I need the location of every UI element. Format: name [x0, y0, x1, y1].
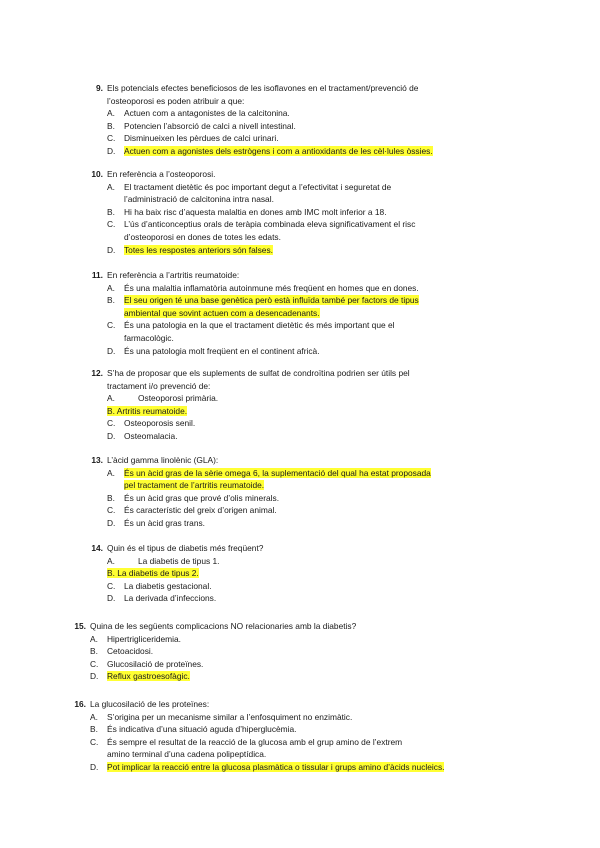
option-text: És sempre el resultat de la reacció de la glucosa amb el grup amino de l’extrem [107, 736, 403, 747]
answer-highlight [107, 568, 199, 578]
option-text: Hi ha baix risc d’aquesta malaltia en dones amb IMC molt inferior a 18. [124, 206, 387, 217]
option-letter: A. [107, 467, 115, 478]
answer-option-c [107, 658, 203, 671]
option-letter: C. [90, 736, 99, 747]
question-number: 10. [91, 169, 103, 179]
option-text: farmacològic. [124, 332, 174, 343]
option-text: Disminueixen les pèrdues de calci urinari. [124, 133, 279, 144]
question-stem-line: Els potencials efectes beneficiosos de les isoflavones en el tractament/prevenció de [107, 83, 419, 93]
answer-option-a [124, 467, 431, 492]
option-letter: D. [90, 762, 99, 772]
question-stem-line: L’àcid gamma linolènic (GLA): [107, 455, 219, 465]
answer-option-a [107, 633, 181, 646]
question-number: 12. [91, 368, 103, 378]
option-letter: B. [107, 120, 115, 131]
option-text: La diabetis de tipus 2. [117, 568, 199, 579]
question-stem-line: La glucosilació de les proteïnes: [90, 699, 210, 709]
option-letter: D. [107, 518, 116, 528]
option-letter: C. [107, 320, 116, 331]
question-stem [90, 620, 356, 633]
question-stem-line: Quin és el tipus de diabetis més freqüent? [107, 543, 264, 553]
answer-option-d [124, 145, 433, 158]
answer-option-a [138, 392, 218, 405]
question-stem [107, 168, 215, 181]
option-letter: B. [107, 492, 115, 503]
answer-option-d [124, 592, 216, 605]
answer-option-a [138, 555, 219, 568]
option-text: Actuen com a agonistes dels estrògens i com a antioxidants de les cèl·lules òssies. [124, 146, 433, 156]
answer-option-a [124, 181, 391, 206]
option-text: pel tractament de l’artritis reumatoide. [124, 480, 265, 491]
option-letter: A. [107, 282, 115, 293]
option-text: l’administració de calcitonina intra nasal. [124, 194, 274, 205]
option-text: És una malaltia inflamatòria autoinmune més freqüent en homes que en dones. [124, 282, 419, 293]
option-letter: B. [90, 724, 98, 735]
question-number: 9. [96, 83, 103, 93]
question-stem [107, 542, 263, 555]
answer-highlight [107, 406, 187, 416]
answer-option-d [124, 430, 178, 443]
option-text: La diabetis gestacional. [124, 580, 212, 591]
question-stem [107, 269, 239, 282]
answer-option-c [124, 580, 212, 593]
question-number: 13. [91, 455, 103, 465]
option-text: És una patologia molt freqüent en el continent africà. [124, 345, 320, 356]
option-letter: A. [107, 393, 115, 404]
option-text: S’origina per un mecanisme similar a l’enfosquiment no enzimàtic. [107, 711, 353, 722]
option-letter: B. [107, 295, 115, 306]
option-letter: B. [90, 646, 98, 657]
answer-option-b [107, 405, 187, 418]
option-letter: A. [90, 633, 98, 644]
option-letter: A. [107, 555, 115, 566]
option-text: Artritis reumatoide. [116, 405, 188, 416]
option-text: És característic del greix d’origen animal. [124, 505, 277, 516]
answer-option-b [107, 645, 153, 658]
question-stem-line: Quina de les següents complicacions NO relacionaries amb la diabetis? [90, 621, 357, 631]
answer-option-c [124, 218, 415, 243]
option-letter: B. [107, 405, 115, 416]
option-text: La derivada d’infeccions. [124, 593, 217, 604]
question-number: 15. [74, 621, 86, 631]
option-letter: C. [107, 133, 116, 144]
answer-option-c [124, 132, 279, 145]
answer-option-d [124, 345, 320, 358]
answer-option-a [124, 107, 290, 120]
option-text: d’osteoporosi en dones de totes les edats. [124, 231, 281, 242]
answer-option-b [124, 120, 296, 133]
answer-option-a [124, 282, 419, 295]
answer-option-d [107, 761, 444, 774]
option-text: Cetoacidosi. [107, 646, 154, 657]
question-stem [107, 82, 418, 107]
answer-option-b [124, 294, 419, 319]
question-stem-line: En referència a l’osteoporosi. [107, 169, 216, 179]
option-text: És un àcid gras de la sèrie omega 6, la suplementació del qual ha estat proposada [124, 467, 431, 478]
option-letter: A. [107, 108, 115, 119]
option-text: El seu origen té una base genètica però està influïda també per factors de tipus [124, 295, 419, 306]
option-letter: D. [107, 244, 116, 255]
option-text: Osteomalacia. [124, 431, 178, 441]
option-text: Osteoporosis senil. [124, 418, 196, 429]
option-text: Potencien l’absorció de calci a nivell intestinal. [124, 120, 296, 131]
option-text: És indicativa d’una situació aguda d’hiperglucèmia. [107, 724, 297, 735]
option-letter: D. [107, 146, 116, 156]
option-text: ambiental que sovint actuen com a desencadenants. [124, 307, 320, 318]
question-stem-line: S’ha de proposar que els suplements de sulfat de condroïtina podrien ser útils pel [107, 368, 410, 378]
question-number: 14. [91, 543, 103, 553]
option-letter: C. [90, 658, 99, 669]
option-letter: D. [107, 345, 116, 356]
option-text: És un àcid gras que prové d’olis minerals. [124, 492, 280, 503]
answer-option-b [107, 567, 199, 580]
question-stem-line: tractament i/o prevenció de: [107, 380, 211, 391]
question-stem [107, 454, 218, 467]
answer-option-c [107, 736, 402, 761]
option-text: Reflux gastroesofàgic. [107, 671, 190, 682]
answer-option-a [107, 711, 352, 724]
option-letter: B. [107, 206, 115, 217]
answer-option-b [124, 492, 279, 505]
option-text: amino terminal d’una cadena polipeptídica. [107, 749, 267, 760]
answer-option-c [124, 504, 277, 517]
option-letter: C. [107, 505, 116, 516]
question-stem [107, 367, 410, 392]
option-letter: C. [107, 219, 116, 230]
question-stem [90, 698, 209, 711]
option-text: Hipertrigliceridemia. [107, 633, 182, 644]
question-stem-line: En referència a l’artritis reumatoide: [107, 270, 240, 280]
option-letter: D. [107, 593, 116, 604]
option-text: Glucosilació de proteïnes. [107, 658, 204, 669]
option-text: El tractament dietètic és poc important degut a l’efectivitat i seguretat de [124, 181, 392, 192]
option-text: Actuen com a antagonistes de la calcitonina. [124, 108, 290, 119]
answer-option-c [124, 417, 195, 430]
answer-option-d [107, 670, 190, 683]
answer-option-d [124, 517, 205, 530]
option-text: És un àcid gras trans. [124, 518, 205, 528]
answer-option-b [107, 723, 296, 736]
question-number: 11. [91, 270, 103, 280]
option-text: Totes les respostes anteriors són falses. [124, 244, 273, 255]
answer-option-b [124, 206, 387, 219]
option-letter: C. [107, 418, 116, 429]
option-text: L’ús d’anticonceptius orals de teràpia combinada eleva significativament el risc [124, 219, 416, 230]
option-letter: A. [90, 711, 98, 722]
option-text: Osteoporosi primària. [138, 393, 219, 404]
option-letter: D. [90, 671, 99, 682]
option-text: És una patologia en la que el tractament dietètic és més important que el [124, 320, 395, 331]
option-letter: A. [107, 181, 115, 192]
option-letter: D. [107, 431, 116, 441]
option-letter: B. [107, 568, 115, 579]
option-text: Pot implicar la reacció entre la glucosa plasmàtica o tissular i grups amino d’àcids nucleics. [107, 762, 445, 772]
answer-option-d [124, 244, 273, 257]
question-number: 16. [74, 699, 86, 709]
question-stem-line: l’osteoporosi es poden atribuir a que: [107, 95, 245, 106]
option-text: La diabetis de tipus 1. [138, 555, 220, 566]
option-letter: C. [107, 580, 116, 591]
answer-option-c [124, 319, 395, 344]
